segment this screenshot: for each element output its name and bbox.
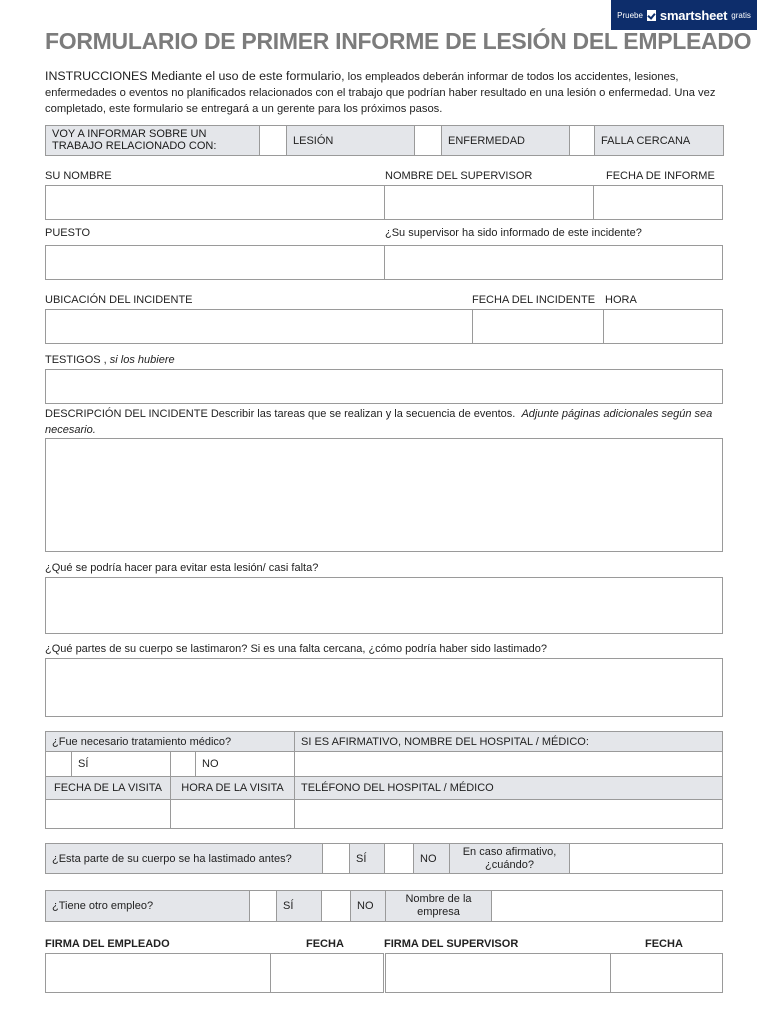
prior-injury-when-field[interactable] xyxy=(569,843,723,874)
medical-question: ¿Fue necesario tratamiento médico? xyxy=(45,731,295,752)
near-miss-checkbox[interactable] xyxy=(569,125,595,156)
body-parts-field[interactable] xyxy=(45,658,723,717)
witnesses-note: si los hubiere xyxy=(106,354,175,366)
report-type-prompt: VOY A INFORMAR SOBRE UN TRABAJO RELACIONADO CON: xyxy=(45,125,260,156)
medical-no-label: NO xyxy=(195,751,295,777)
promo-brand: smartsheet xyxy=(659,7,728,23)
option-illness: ENFERMEDAD xyxy=(441,125,570,156)
incident-date-label: FECHA DEL INCIDENTE xyxy=(472,294,596,306)
smartsheet-promo-button[interactable] xyxy=(611,0,757,30)
witnesses-label-text: TESTIGOS , xyxy=(45,354,107,366)
position-field[interactable] xyxy=(45,245,385,280)
location-label: UBICACIÓN DEL INCIDENTE xyxy=(45,294,193,306)
medical-no-checkbox[interactable] xyxy=(170,751,196,777)
visit-date-label: FECHA DE LA VISITA xyxy=(45,776,171,800)
company-name-label: Nombre de la empresa xyxy=(385,890,492,922)
other-job-no-label: NO xyxy=(350,890,386,922)
supervisor-signature-label: FIRMA DEL SUPERVISOR xyxy=(384,938,519,950)
hospital-phone-field[interactable] xyxy=(294,799,723,829)
option-near-miss: FALLA CERCANA xyxy=(594,125,724,156)
location-field[interactable] xyxy=(45,309,473,344)
supervisor-name-field[interactable] xyxy=(384,185,594,220)
hospital-name-label: SI ES AFIRMATIVO, NOMBRE DEL HOSPITAL / MÉDICO: xyxy=(294,731,723,752)
prevention-label: ¿Qué se podría hacer para evitar esta lesión/ casi falta? xyxy=(45,562,319,574)
page-title: FORMULARIO DE PRIMER INFORME DE LESIÓN DEL EMPLEADO xyxy=(45,28,752,54)
option-injury: LESIÓN xyxy=(286,125,415,156)
description-note: Adjunte páginas adicionales según sea necesario. xyxy=(45,408,713,436)
instructions xyxy=(45,68,725,117)
prior-injury-yes-checkbox[interactable] xyxy=(322,843,350,874)
incident-date-field[interactable] xyxy=(472,309,604,344)
other-job-yes-checkbox[interactable] xyxy=(249,890,277,922)
illness-checkbox[interactable] xyxy=(414,125,442,156)
visit-time-label: HORA DE LA VISITA xyxy=(170,776,295,800)
prior-injury-yes-label: SÍ xyxy=(349,843,385,874)
description-field[interactable] xyxy=(45,438,723,552)
other-job-no-checkbox[interactable] xyxy=(321,890,351,922)
promo-prefix: Pruebe xyxy=(617,10,643,20)
injury-checkbox[interactable] xyxy=(259,125,287,156)
hospital-name-field[interactable] xyxy=(294,751,723,777)
smartsheet-logo-icon xyxy=(647,10,656,21)
prior-injury-question: ¿Esta parte de su cuerpo se ha lastimado antes? xyxy=(45,843,323,874)
other-job-question: ¿Tiene otro empleo? xyxy=(45,890,250,922)
report-date-field[interactable] xyxy=(593,185,723,220)
medical-yes-label: SÍ xyxy=(71,751,171,777)
hospital-phone-label: TELÉFONO DEL HOSPITAL / MÉDICO xyxy=(294,776,723,800)
other-job-yes-label: SÍ xyxy=(276,890,322,922)
employee-date-field[interactable] xyxy=(270,953,384,993)
report-date-label: FECHA DE INFORME xyxy=(606,170,715,182)
prevention-field[interactable] xyxy=(45,577,723,634)
instructions-lead: INSTRUCCIONES Mediante el uso de este formulario, xyxy=(45,69,345,83)
supervisor-informed-label: ¿Su supervisor ha sido informado de este incidente? xyxy=(385,227,642,239)
supervisor-signature-field[interactable] xyxy=(385,953,611,993)
supervisor-informed-field[interactable] xyxy=(384,245,723,280)
witnesses-field[interactable] xyxy=(45,369,723,404)
prior-injury-no-label: NO xyxy=(413,843,450,874)
description-label-text: DESCRIPCIÓN DEL INCIDENTE Describir las tareas que se realizan y la secuencia de eventos. xyxy=(45,408,516,420)
time-label: HORA xyxy=(605,294,637,306)
prior-injury-when-label: En caso afirmativo, ¿cuándo? xyxy=(449,843,570,874)
employee-signature-label: FIRMA DEL EMPLEADO xyxy=(45,938,170,950)
supervisor-date-label: FECHA xyxy=(645,938,683,950)
supervisor-name-label: NOMBRE DEL SUPERVISOR xyxy=(385,170,533,182)
description-label xyxy=(45,406,725,438)
employee-date-label: FECHA xyxy=(306,938,344,950)
company-name-field[interactable] xyxy=(491,890,723,922)
employee-signature-field[interactable] xyxy=(45,953,271,993)
body-parts-label: ¿Qué partes de su cuerpo se lastimaron? Si es una falta cercana, ¿cómo podría haber sido lastimado? xyxy=(45,643,547,655)
supervisor-date-field[interactable] xyxy=(610,953,723,993)
visit-time-field[interactable] xyxy=(170,799,295,829)
instructions-body: los empleados deberán informar de todos los accidentes, lesiones, enfermedades o eventos no planificados relacionados con el trabajo que podrían haber resultado en una lesión o enfermedad. Una vez completado, este formulario se entregará a un gerente para los próximos pasos. xyxy=(45,71,716,115)
your-name-field[interactable] xyxy=(45,185,385,220)
position-label: PUESTO xyxy=(45,227,91,239)
medical-yes-checkbox[interactable] xyxy=(45,751,72,777)
witnesses-label xyxy=(45,354,175,366)
your-name-label: SU NOMBRE xyxy=(45,170,112,182)
promo-suffix: gratis xyxy=(731,10,751,20)
prior-injury-no-checkbox[interactable] xyxy=(384,843,414,874)
visit-date-field[interactable] xyxy=(45,799,171,829)
time-field[interactable] xyxy=(603,309,723,344)
